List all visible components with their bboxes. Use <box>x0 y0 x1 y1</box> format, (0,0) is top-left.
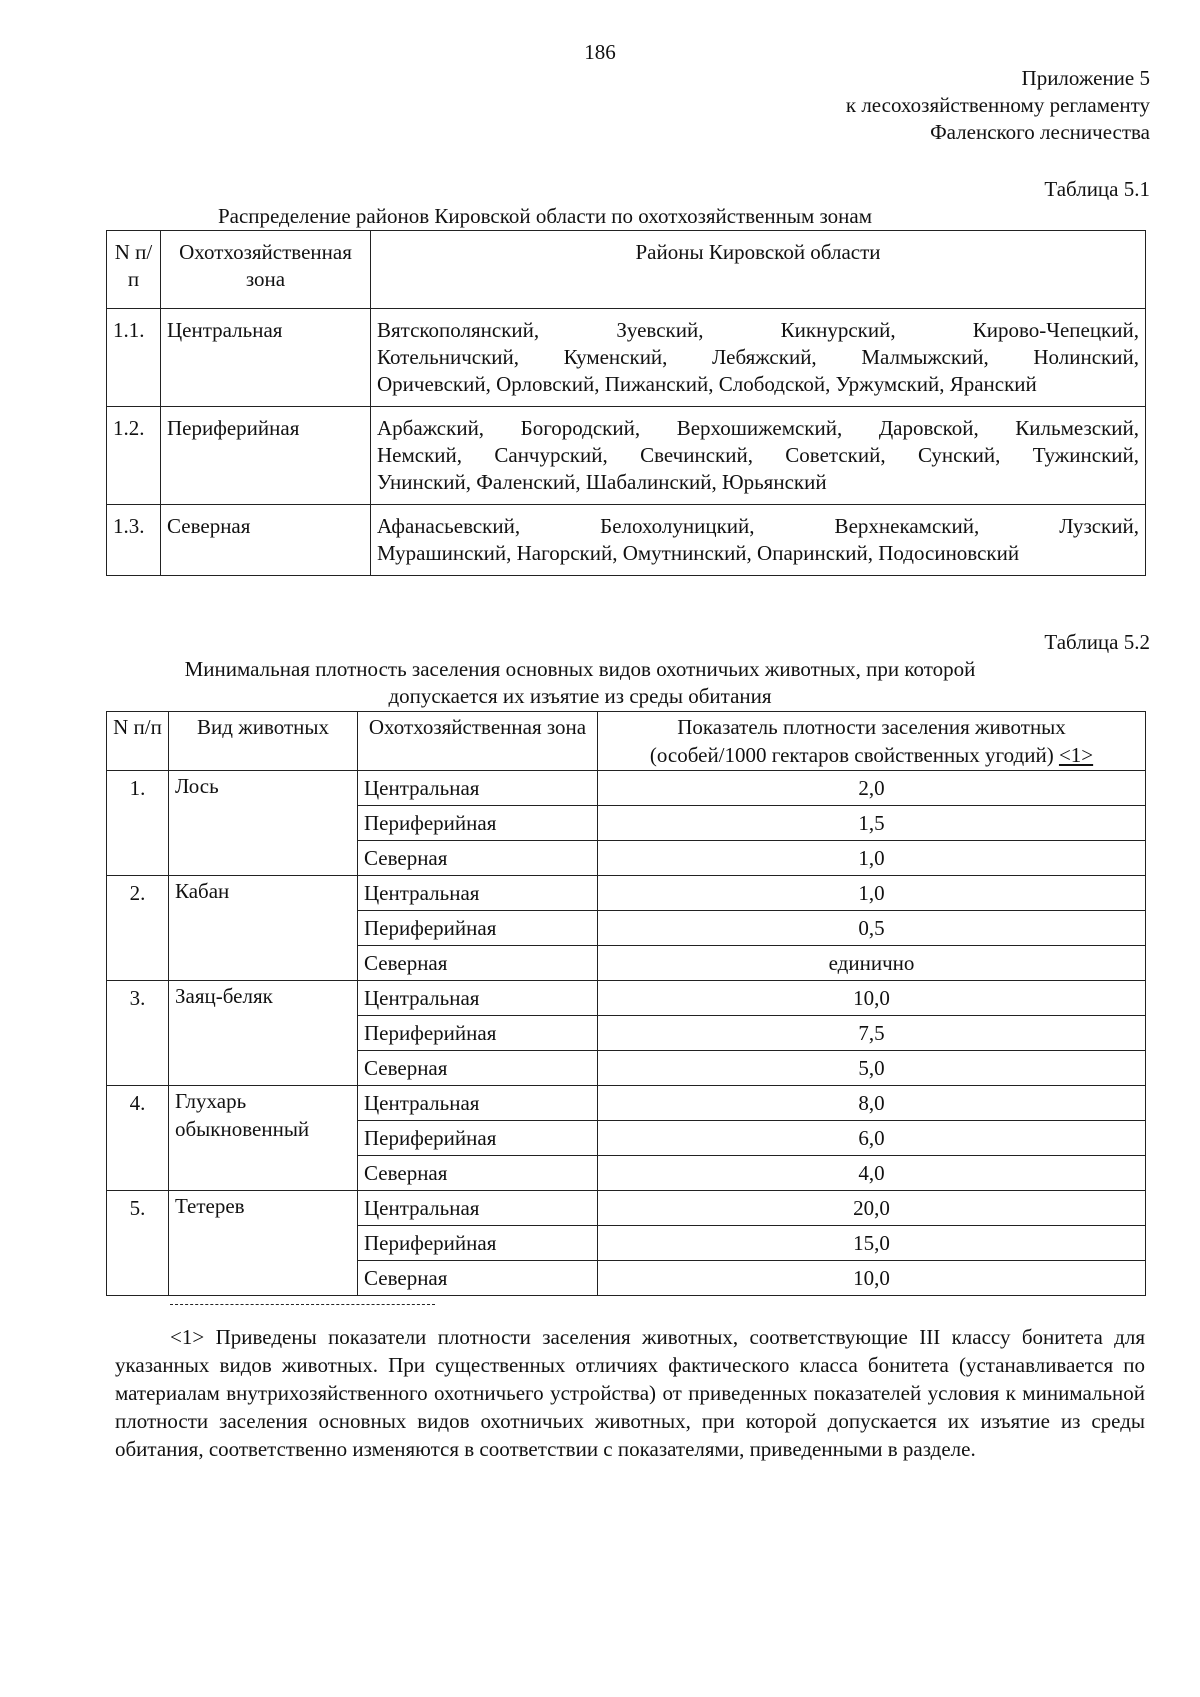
table2-header-density <box>598 712 1146 771</box>
density-value: 10,0 <box>598 981 1146 1016</box>
table1-header-districts: Районы Кировской области <box>371 231 1146 309</box>
row-num: 1.1. <box>107 309 161 407</box>
density-value: 8,0 <box>598 1086 1146 1121</box>
footnote-separator <box>170 1304 435 1305</box>
density-value: 1,5 <box>598 806 1146 841</box>
density-header-line-2 <box>604 741 1139 769</box>
zone-cell: Центральная <box>358 981 598 1016</box>
appendix-title: Приложение 5 <box>1021 66 1150 90</box>
species-name: Кабан <box>169 876 358 981</box>
districts-line: Немский, Санчурский, Свечинский, Советский, Сунский, Тужинский, <box>377 443 1139 467</box>
zone-cell: Периферийная <box>358 806 598 841</box>
zone-cell: Северная <box>358 1051 598 1086</box>
table2-header-num: N п/п <box>107 712 169 771</box>
row-num: 1.3. <box>107 505 161 576</box>
table-row <box>107 1191 1146 1226</box>
density-table <box>106 711 1146 1296</box>
table-row <box>107 1086 1146 1121</box>
table-row <box>107 876 1146 911</box>
table-row <box>107 407 1146 505</box>
density-header-line: Показатель плотности заселения животных <box>677 715 1066 739</box>
species-name: Заяц-беляк <box>169 981 358 1086</box>
districts-line: Афанасьевский, Белохолуницкий, Верхнекамский, Лузский, <box>377 514 1139 538</box>
zone-cell: Центральная <box>358 1086 598 1121</box>
species-num: 2. <box>107 876 169 981</box>
table2-header-species: Вид животных <box>169 712 358 771</box>
table1-header-zone: Охотхозяйственная зона <box>161 231 371 309</box>
zone-cell: Периферийная <box>358 1226 598 1261</box>
species-name: Глухарь обыкновенный <box>169 1086 358 1191</box>
zone-cell: Центральная <box>358 876 598 911</box>
zone-cell: Северная <box>358 946 598 981</box>
table2-header-zone: Охотхозяйственная зона <box>358 712 598 771</box>
density-value: единично <box>598 946 1146 981</box>
density-value: 20,0 <box>598 1191 1146 1226</box>
zones-table <box>106 230 1146 576</box>
species-num: 1. <box>107 771 169 876</box>
table1-title: Распределение районов Кировской области по охотхозяйственным зонам <box>217 204 873 228</box>
row-districts <box>371 309 1146 407</box>
table-row <box>107 771 1146 806</box>
footnote-link[interactable]: <1> <box>1058 743 1094 767</box>
density-value: 10,0 <box>598 1261 1146 1296</box>
districts-line: Мурашинский, Нагорский, Омутнинский, Опаринский, Подосиновский <box>377 541 1020 565</box>
row-zone: Центральная <box>161 309 371 407</box>
table2-label: Таблица 5.2 <box>1044 630 1150 654</box>
density-value: 6,0 <box>598 1121 1146 1156</box>
page-number: 186 <box>584 40 616 64</box>
appendix-subtitle-2: Фаленского лесничества <box>930 120 1150 144</box>
districts-line: Унинский, Фаленский, Шабалинский, Юрьянский <box>377 470 827 494</box>
zone-cell: Периферийная <box>358 1121 598 1156</box>
table-row <box>107 309 1146 407</box>
table-row <box>107 981 1146 1016</box>
zone-cell: Центральная <box>358 1191 598 1226</box>
zone-cell: Северная <box>358 1261 598 1296</box>
density-value: 7,5 <box>598 1016 1146 1051</box>
density-value: 15,0 <box>598 1226 1146 1261</box>
species-num: 5. <box>107 1191 169 1296</box>
species-name: Тетерев <box>169 1191 358 1296</box>
row-districts <box>371 505 1146 576</box>
density-unit: (особей/1000 гектаров свойственных угодий) <box>649 743 1054 767</box>
appendix-subtitle: к лесохозяйственному регламенту <box>845 93 1150 117</box>
districts-line: Арбажский, Богородский, Верхошижемский, Даровской, Кильмезский, <box>377 416 1139 440</box>
zone-cell: Северная <box>358 841 598 876</box>
row-districts <box>371 407 1146 505</box>
species-num: 3. <box>107 981 169 1086</box>
density-value: 5,0 <box>598 1051 1146 1086</box>
row-zone: Периферийная <box>161 407 371 505</box>
density-value: 1,0 <box>598 876 1146 911</box>
species-name: Лось <box>169 771 358 876</box>
density-value: 2,0 <box>598 771 1146 806</box>
density-value: 1,0 <box>598 841 1146 876</box>
zone-cell: Периферийная <box>358 1016 598 1051</box>
footnote-text: <1> Приведены показатели плотности заселения животных, соответствующие III классу бонитета для указанных видов животных. При существенных отличиях фактического класса бонитета (устанавливается по материалам внутрихозяйственного охотничьего устройства) от приведенных показателей условия к минимальной плотности заселения основных видов охотничьих животных, при которой допускается их изъятие из среды обитания, соответственно изменяются в соответствии с показателями, приведенными в разделе. <box>115 1325 1145 1461</box>
table1-header-num: N п/п <box>107 231 161 309</box>
density-value: 0,5 <box>598 911 1146 946</box>
table-row <box>107 505 1146 576</box>
districts-line: Оричевский, Орловский, Пижанский, Слободской, Уржумский, Яранский <box>377 372 1037 396</box>
zone-cell: Северная <box>358 1156 598 1191</box>
districts-line: Котельничский, Куменский, Лебяжский, Малмыжский, Нолинский, <box>377 345 1139 369</box>
table2-title-2: допускается их изъятие из среды обитания <box>388 684 772 708</box>
table1-label: Таблица 5.1 <box>1044 177 1150 201</box>
districts-line: Вятскополянский, Зуевский, Кикнурский, Кирово-Чепецкий, <box>377 318 1139 342</box>
row-zone: Северная <box>161 505 371 576</box>
zone-cell: Периферийная <box>358 911 598 946</box>
row-num: 1.2. <box>107 407 161 505</box>
density-value: 4,0 <box>598 1156 1146 1191</box>
species-num: 4. <box>107 1086 169 1191</box>
table2-title: Минимальная плотность заселения основных видов охотничьих животных, при которой <box>184 657 976 681</box>
zone-cell: Центральная <box>358 771 598 806</box>
